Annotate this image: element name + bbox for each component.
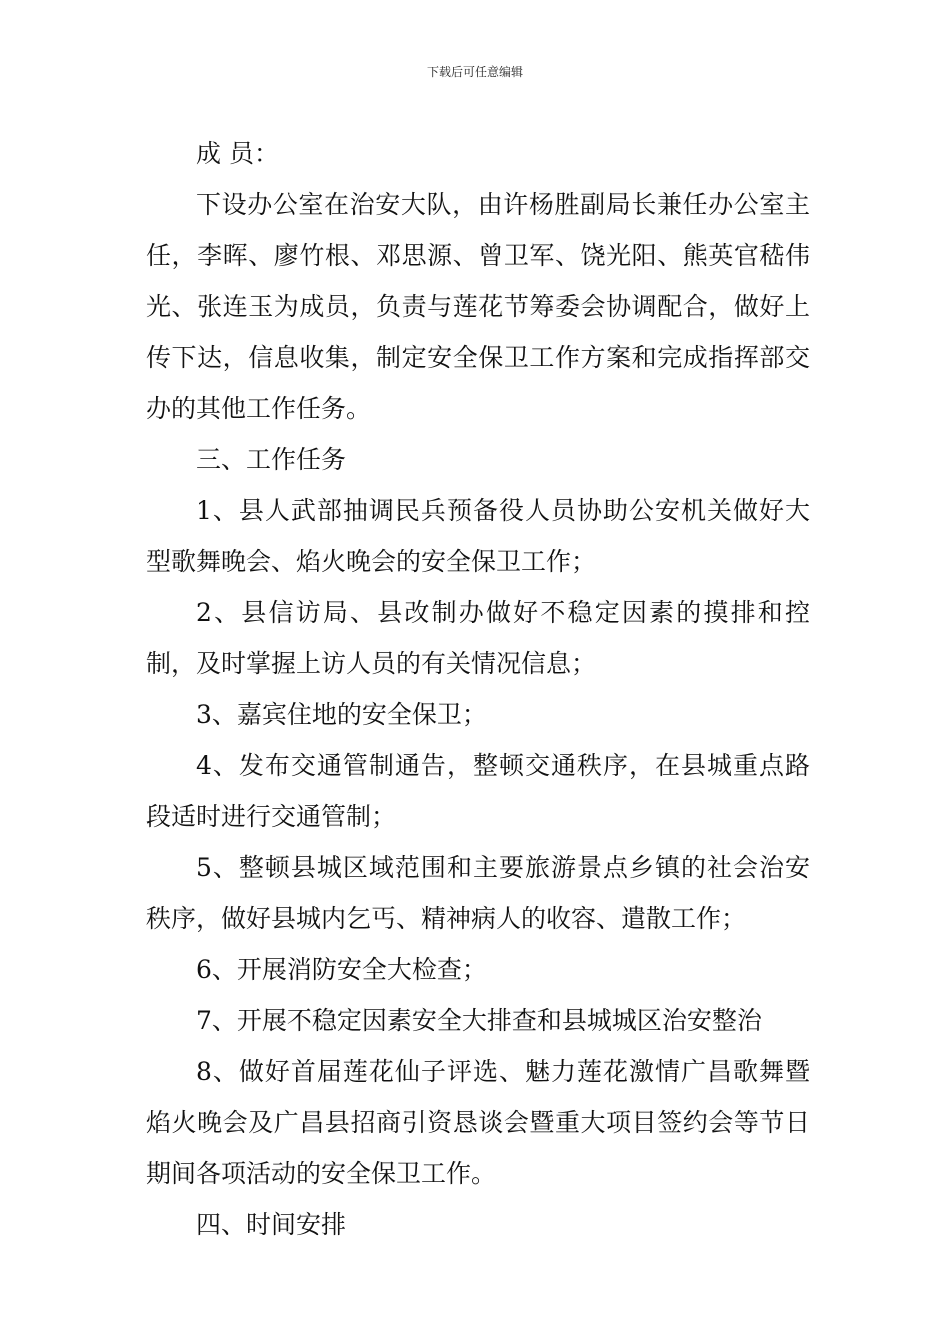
- task-item-8: 8、做好首届莲花仙子评选、魅力莲花激情广昌歌舞暨焰火晚会及广昌县招商引资恳谈会暨重大项目签约会等节日期间各项活动的安全保卫工作。: [146, 1057, 810, 1188]
- task-item-1: 1、县人武部抽调民兵预备役人员协助公安机关做好大型歌舞晚会、焰火晚会的安全保卫工作；: [146, 496, 810, 576]
- document-body: [146, 128, 810, 1250]
- task-item-7: 7、开展不稳定因素安全大排查和县城城区治安整治: [196, 1006, 762, 1035]
- section-heading-tasks: 三、工作任务: [196, 445, 347, 474]
- members-heading: 成 员：: [196, 139, 279, 168]
- task-item-4: 4、发布交通管制通告，整顿交通秩序，在县城重点路段适时进行交通管制；: [146, 751, 810, 831]
- task-item-5: 5、整顿县城区域范围和主要旅游景点乡镇的社会治安秩序，做好县城内乞丐、精神病人的收容、遣散工作；: [146, 853, 810, 933]
- task-item-6: 6、开展消防安全大检查；: [196, 955, 487, 984]
- task-item-3: 3、嘉宾住地的安全保卫；: [196, 700, 487, 729]
- office-paragraph: 下设办公室在治安大队，由许杨胜副局长兼任办公室主任，李晖、廖竹根、邓思源、曾卫军、饶光阳、熊英官嵇伟光、张连玉为成员，负责与莲花节筹委会协调配合，做好上传下达，信息收集，制定安全保卫工作方案和完成指挥部交办的其他工作任务。: [146, 190, 810, 423]
- section-heading-schedule: 四、时间安排: [196, 1210, 347, 1239]
- page-header-note: 下载后可任意编辑: [426, 65, 523, 79]
- task-item-2: 2、县信访局、县改制办做好不稳定因素的摸排和控制，及时掌握上访人员的有关情况信息；: [146, 598, 810, 678]
